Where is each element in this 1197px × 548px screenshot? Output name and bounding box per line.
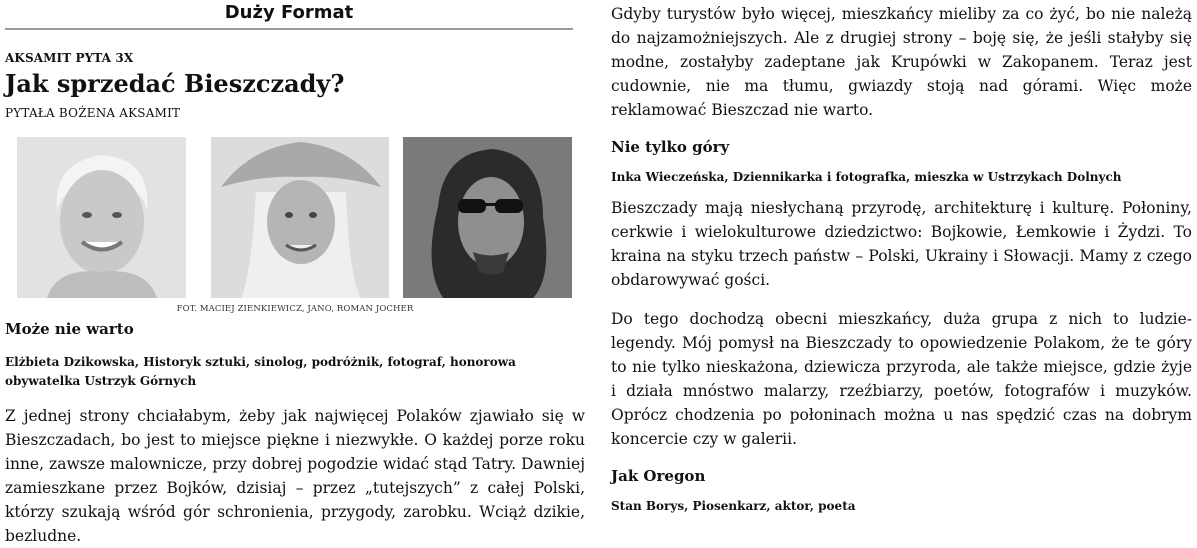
paragraph-continued: Gdyby turystów było więcej, mieszkańcy mieliby za co żyć, bo nie należą do najzamożniejszych. Ale z drugiej strony – boję się, że jeśli stałyby się modne, zostałyby zadeptane jak Krupówki w Zakopanem. Teraz jest cudownie, nie ma tłumu, gwiazdy stoją nad górami. Więc może reklamować Bieszczad nie warto. [611, 5, 1192, 119]
left-column [5, 0, 585, 548]
portrait-photo-3 [403, 137, 572, 298]
interviewee-borys: Stan Borys, Piosenkarz, aktor, poeta [611, 499, 856, 513]
subheading-nie-tylko-gory: Nie tylko góry [611, 138, 730, 156]
portrait-photo-2 [211, 137, 389, 298]
subheading-moze-nie-warto: Może nie warto [5, 320, 134, 338]
headline: Jak sprzedać Bieszczady? [5, 69, 345, 98]
interviewee-wieczenska: Inka Wieczeńska, Dziennikarka i fotografka, mieszka w Ustrzykach Dolnych [611, 170, 1122, 184]
byline: PYTAŁA BOŻENA AKSAMIT [5, 106, 181, 120]
paragraph-dzikowska: Z jednej strony chciałabym, żeby jak najwięcej Polaków zjawiało się w Bieszczadach, bo jest to miejsce piękne i niezwykłe. O każdej porze roku inne, zawsze malownicze, przy dobrej pogodzie widać stąd Tatry. Dawniej zamieszkane przez Bojków, dzisiaj – przez „tutejszych” z całej Polski, którzy szukają wśród gór schronienia, przygody, zarobku. Wciąż dzikie, bezludne. [5, 407, 585, 545]
paragraph-wieczenska-1: Bieszczady mają niesłychaną przyrodę, architekturę i kulturę. Połoniny, cerkwie i wielokulturowe dziedzictwo: Bojkowie, Łemkowie i Żydzi. To kraina na styku trzech państw – Polski, Ukrainy i Słowacji. Mamy z czego obdarowywać gości. [611, 199, 1192, 289]
right-column [611, 2, 1192, 516]
section-title: Duży Format [5, 2, 573, 30]
kicker: AKSAMIT PYTA 3X [5, 51, 134, 65]
portrait-woman-smiling-image [17, 137, 186, 298]
portrait-man-sunglasses-image [403, 137, 572, 298]
photo-credit: FOT. MACIEJ ZIENKIEWICZ, JANO, ROMAN JOCHER [176, 304, 414, 314]
photo-strip [5, 137, 585, 317]
portrait-photo-1 [17, 137, 186, 298]
subheading-jak-oregon: Jak Oregon [611, 467, 706, 485]
portrait-woman-hat-image [211, 137, 389, 298]
interviewee-dzikowska: Elżbieta Dzikowska, Historyk sztuki, sinolog, podróżnik, fotograf, honorowa obywatelka Ustrzyk Górnych [5, 355, 516, 388]
paragraph-wieczenska-2: Do tego dochodzą obecni mieszkańcy, duża grupa z nich to ludzie-legendy. Mój pomysł na Bieszczady to opowiedzenie Polakom, że te góry to nie tylko nieskażona, dziewicza przyroda, ale także miejsce, gdzie żyje i działa mnóstwo malarzy, rzeźbiarzy, poetów, fotografów i muzyków. Oprócz chodzenia po połoninach można u nas spędzić czas na dobrym koncercie czy w galerii. [611, 310, 1192, 448]
